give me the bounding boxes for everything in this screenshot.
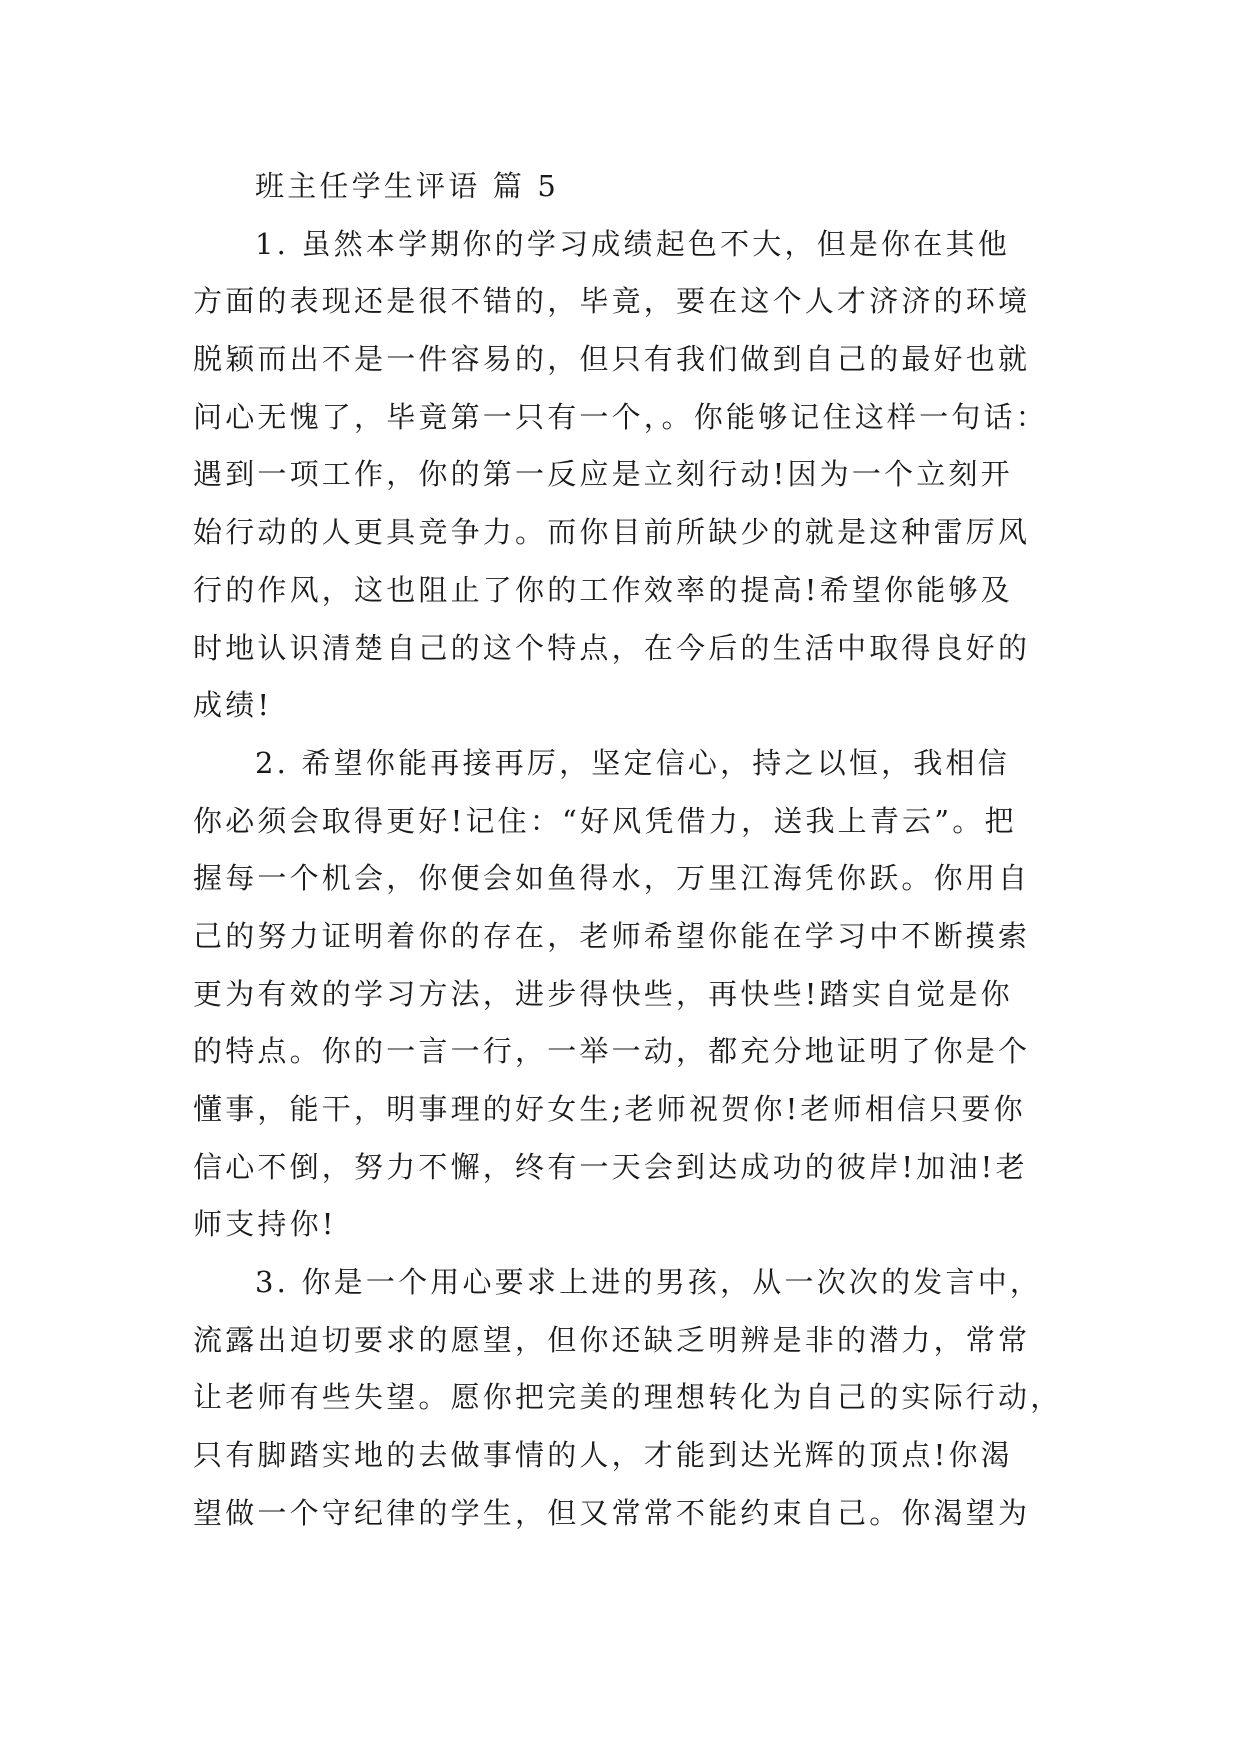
paragraph-2-line: 信心不倒，努力不懈，终有一天会到达成功的彼岸!加油!老 [193,1149,1028,1184]
paragraph-1-line: 遇到一项工作，你的第一反应是立刻行动!因为一个立刻开 [193,457,1013,492]
paragraph-2-line: 更为有效的学习方法，进步得快些，再快些!踏实自觉是你 [193,976,1013,1011]
paragraph-1-line: 时地认识清楚自己的这个特点，在今后的生活中取得良好的 [193,630,1031,665]
document-title: 班主任学生评语 篇 5 [255,169,560,203]
paragraph-1-line: 行的作风，这也阻止了你的工作效率的提高!希望你能够及 [193,572,1013,607]
paragraph-3-line: 望做一个守纪律的学生，但又常常不能约束自己。你渴望为 [193,1495,1031,1530]
paragraph-3-line: 3. 你是一个用心要求上进的男孩，从一次次的发言中， [255,1265,1043,1300]
paragraph-2-line: 己的努力证明着你的存在，老师希望你能在学习中不断摸索 [193,918,1031,953]
paragraph-1-line: 1. 虽然本学期你的学习成绩起色不大，但是你在其他 [255,226,1010,261]
paragraph-2-line: 你必须会取得更好!记住：“好风凭借力，送我上青云”。把 [193,803,1017,838]
paragraph-3-line: 流露出迫切要求的愿望，但你还缺乏明辨是非的潜力，常常 [193,1322,1031,1357]
paragraph-1-line: 成绩! [193,688,273,723]
paragraph-1-line: 问心无愧了，毕竟第一只有一个，。你能够记住这样一句话： [193,399,1048,434]
paragraph-1-line: 方面的表现还是很不错的，毕竟，要在这个人才济济的环境 [193,284,1031,319]
paragraph-1-line: 始行动的人更具竞争力。而你目前所缺少的就是这种雷厉风 [193,515,1031,550]
paragraph-3-line: 只有脚踏实地的去做事情的人，才能到达光辉的顶点!你渴 [193,1438,1013,1473]
paragraph-3-line: 让老师有些失望。愿你把完美的理想转化为自己的实际行动， [193,1380,1063,1415]
paragraph-2-line: 懂事，能干，明事理的好女生;老师祝贺你!老师相信只要你 [193,1092,1026,1126]
document-body [193,158,1063,1543]
paragraph-2-line: 师支持你! [193,1207,337,1242]
paragraph-2-line: 2. 希望你能再接再厉，坚定信心，持之以恒，我相信 [255,745,1010,780]
paragraph-2-line: 握每一个机会，你便会如鱼得水，万里江海凭你跃。你用自 [193,861,1031,896]
paragraph-1-line: 脱颖而出不是一件容易的，但只有我们做到自己的最好也就 [193,342,1031,377]
paragraph-2-line: 的特点。你的一言一行，一举一动，都充分地证明了你是个 [193,1034,1031,1069]
